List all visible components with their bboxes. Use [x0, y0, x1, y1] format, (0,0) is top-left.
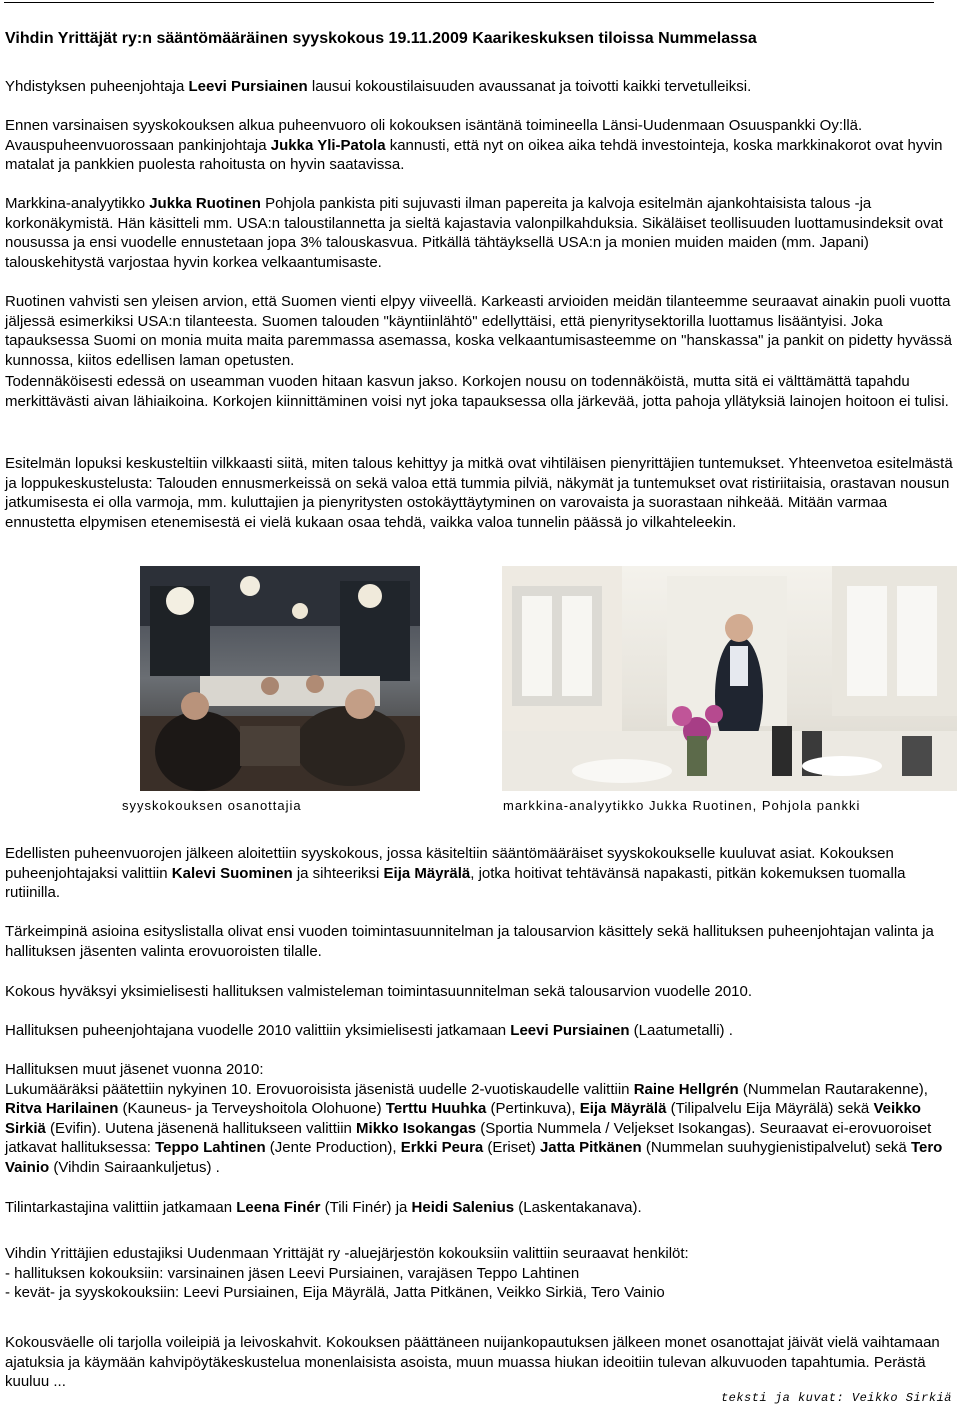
person-name: Leevi Pursiainen: [510, 1022, 630, 1039]
text: Yhdistyksen puheenjohtaja: [5, 78, 189, 95]
speaker-photo-image: [502, 566, 957, 791]
text: Markkina-analyytikko: [5, 195, 150, 212]
text: (Laatumetalli) .: [629, 1022, 733, 1039]
text: (Evifin). Uutena jäsenenä hallitukseen valittiin: [45, 1119, 357, 1137]
person-name: Ritva Harilainen: [5, 1100, 119, 1118]
text: (Laskentakanava).: [514, 1199, 642, 1216]
text: (Nummelan suuhygienistipalvelut) sekä: [641, 1139, 911, 1157]
paragraph-opening: [5, 77, 957, 97]
person-name: Kalevi Suominen: [171, 864, 293, 882]
paragraph-auditors: [5, 1198, 957, 1218]
text: Lukumääräksi päätettiin nykyinen 10. Erovuoroisista jäsenistä uudelle 2-vuotiskaudelle valittiin: [5, 1080, 634, 1098]
board-heading: Hallituksen muut jäsenet vuonna 2010:: [5, 1061, 264, 1078]
paragraph-board: [5, 1060, 957, 1178]
person-name: Raine Hellgrén: [633, 1080, 739, 1098]
paragraph-budget: Kokous hyväksyi yksimielisesti hallituksen valmisteleman toimintasuunnitelman sekä talousarvion vuodelle 2010.: [5, 983, 753, 1000]
meeting-photo-image: [140, 566, 420, 791]
person-name: Jukka Ruotinen: [149, 195, 261, 212]
text: (Eriset): [483, 1139, 540, 1157]
paragraph-chair: [5, 1021, 957, 1041]
top-rule: [4, 2, 934, 3]
photo-speaker: [502, 566, 957, 791]
paragraph-meeting-start: [5, 844, 957, 903]
paragraph-bank: [5, 116, 957, 175]
person-name: Jukka Yli-Patola: [270, 136, 386, 154]
text: ja sihteeriksi: [292, 864, 384, 882]
person-name: Leevi Pursiainen: [188, 78, 308, 95]
text: (Tili Finér) ja: [320, 1199, 412, 1216]
person-name: Eija Mäyrälä: [383, 864, 471, 882]
paragraph-outlook: Ruotinen vahvisti sen yleisen arvion, että Suomen vienti elpyy viiveellä. Karkeasti arvioiden meidän tilanteemme seuraavat ainakin puoli vuotta jäljessä esimerkiksi USA:n tilanteesta. Suomen talouden "käyntiinlähtö" edellyttäisi, että pienyritysektorilla luottamus lisääntyisi. Joka tapauksessa Suomi on monia muita maita paremmassa asemassa, koska velkaantumisasteemme on "hanskassa" ja pankit on pidetty hyvässä kunnossa, kiitos edellisen laman opetusten.: [5, 293, 952, 369]
text: Vihdin Yrittäjien edustajiksi Uudenmaan Yrittäjät ry -aluejärjestön kokouksiin valittiin seuraavat henkilöt:: [5, 1245, 689, 1262]
caption-left: syyskokouksen osanottajia: [122, 798, 302, 813]
paragraph-interest: Todennäköisesti edessä on useamman vuoden hitaan kasvun jakso. Korkojen nousu on todennäköistä, mutta sitä ei välttämättä tapahdu merkittävästi aivan lähiaikoina. Korkojen kiinnittäminen voisi nyt joka tapauksessa olla järkevää, jotta pahoja yllätyksiä lainojen hoitoon ei tulisi.: [5, 373, 949, 410]
person-name: Eija Mäyrälä: [579, 1100, 667, 1118]
list-item: - kevät- ja syyskokouksiin: Leevi Pursiainen, Eija Mäyrälä, Jatta Pitkänen, Veikko Sirkiä, Tero Vainio: [5, 1284, 665, 1302]
person-name: Veikko Sirkiä: [5, 1100, 921, 1137]
person-name: Heidi Salenius: [411, 1199, 515, 1216]
photo-credit: teksti ja kuvat: Veikko Sirkiä: [720, 1391, 952, 1405]
text: (Kauneus- ja Terveyshoitola Olohuone): [118, 1100, 386, 1118]
article-title: Vihdin Yrittäjät ry:n sääntömääräinen syyskokous 19.11.2009 Kaarikeskuksen tiloissa Nummelassa: [5, 30, 757, 47]
paragraph-representatives: [5, 1244, 957, 1303]
person-name: Erkki Peura: [400, 1139, 484, 1157]
text: (Tilipalvelu Eija Mäyrälä) sekä: [666, 1100, 874, 1118]
text: Tilintarkastajina valittiin jatkamaan: [5, 1199, 237, 1216]
list-item: - hallituksen kokouksiin: varsinainen jäsen Leevi Pursiainen, varajäsen Teppo Lahtinen: [5, 1264, 580, 1282]
person-name: Terttu Huuhka: [385, 1100, 487, 1118]
person-name: Tero Vainio: [5, 1139, 943, 1176]
person-name: Leena Finér: [236, 1199, 321, 1216]
text: (Pertinkuva),: [486, 1100, 580, 1118]
text: (Sportia Nummela / Veljekset Isokangas). Seuraavat ei-erovuoroiset jatkavat hallituksessa:: [5, 1119, 932, 1157]
person-name: Mikko Isokangas: [356, 1119, 477, 1137]
person-name: Teppo Lahtinen: [155, 1139, 266, 1157]
person-name: Jatta Pitkänen: [539, 1139, 642, 1157]
text: kannusti, että nyt on oikea aika tehdä investointeja, koska markkinakorot ovat hyvin matalat ja pankkien puolesta rahoitusta on hyvin saatavissa.: [5, 136, 943, 174]
photo-meeting-participants: [140, 566, 420, 791]
text: Ennen varsinaisen syyskokouksen alkua puheenvuoro oli kokouksen isäntänä toimineella Länsi-Uudenmaan Osuuspankki Oy:llä. Avauspuheenvuorossaan pankinjohtaja: [5, 117, 863, 154]
paragraph-analyst: [5, 194, 957, 272]
text: Edellisten puheenvuorojen jälkeen aloitettiin syyskokous, jossa käsiteltiin sääntömääräiset syyskokoukselle kuuluvat asiat. Kokouksen puheenjohtajaksi valittiin: [5, 845, 894, 882]
text: (Vihdin Sairaankuljetus) .: [49, 1158, 220, 1176]
paragraph-agenda: Tärkeimpinä asioina esityslistalla olivat ensi vuoden toimintasuunnitelman ja talousarvion käsittely sekä hallituksen puheenjohtajan valinta ja hallituksen jäsenten valinta erovuoroisten tilalle.: [5, 923, 934, 960]
paragraph-discussion: Esitelmän lopuksi keskusteltiin vilkkaasti siitä, miten talous kehittyy ja mitkä ovat vihtiläisen pienyrittäjien tuntemukset. Yhteenvetoa esitelmästä ja loppukeskustelusta: Talouden ennusmerkeissä on sekä valoa että tummia pilviä, näkymät ja tuntemukset ovat ristiriitaisia, orastavan nousun jatkumisesta ei olla varmoja, mm. kuluttajien ja pienyritysten ostokäyttäytyminen on varovaista ja suorastaan nihkeää. Mitään varmaa ennustetta elpymisen etenemisestä ei vielä kukaan osaa tehdä, vaikka valoa tunnelin päässä jo vilkahteleekin.: [5, 455, 953, 531]
text: (Jente Production),: [265, 1139, 401, 1157]
text: lausui kokoustilaisuuden avaussanat ja toivotti kaikki tervetulleiksi.: [307, 78, 752, 95]
text: (Nummelan Rautarakenne),: [738, 1080, 928, 1098]
text: Hallituksen puheenjohtajana vuodelle 2010 valittiin yksimielisesti jatkamaan: [5, 1022, 511, 1039]
caption-right: markkina-analyytikko Jukka Ruotinen, Pohjola pankki: [503, 798, 861, 813]
text: , jotka hoitivat tehtävänsä napakasti, pitkän kokemuksen tuomalla rutiinilla.: [5, 864, 906, 902]
text: Pohjola pankista piti sujuvasti ilman papereita ja kalvoja esitelmän ajankohtaisista talous -ja korkonäkymistä. Hän käsitteli mm. USA:n taloustilannetta ja sieltä kajastavia valonpilkahduksia. Sikäläiset teollisuuden luottamusindeksit ovat nousussa ja ensi vuodelle ennustetaan jopa 3% talouskasvua. Pitkällä tähtäyksellä USA:n ja monien muiden maiden (mm. Japani) talouskehitystä varjostaa hyvin korkea velkaantumisaste.: [5, 195, 943, 271]
paragraph-closing: Kokousväelle oli tarjolla voileipiä ja leivoskahvit. Kokouksen päättäneen nuijankopautuksen jälkeen monet osanottajat jäivät vielä vaihtamaan ajatuksia ja käymään kahvipöytäkeskustelua monenlaisista asoista, muun muassa hiukan ideoitiin tulevan alkuvuoden tapahtumia. Perästä kuuluu ...: [5, 1334, 940, 1391]
